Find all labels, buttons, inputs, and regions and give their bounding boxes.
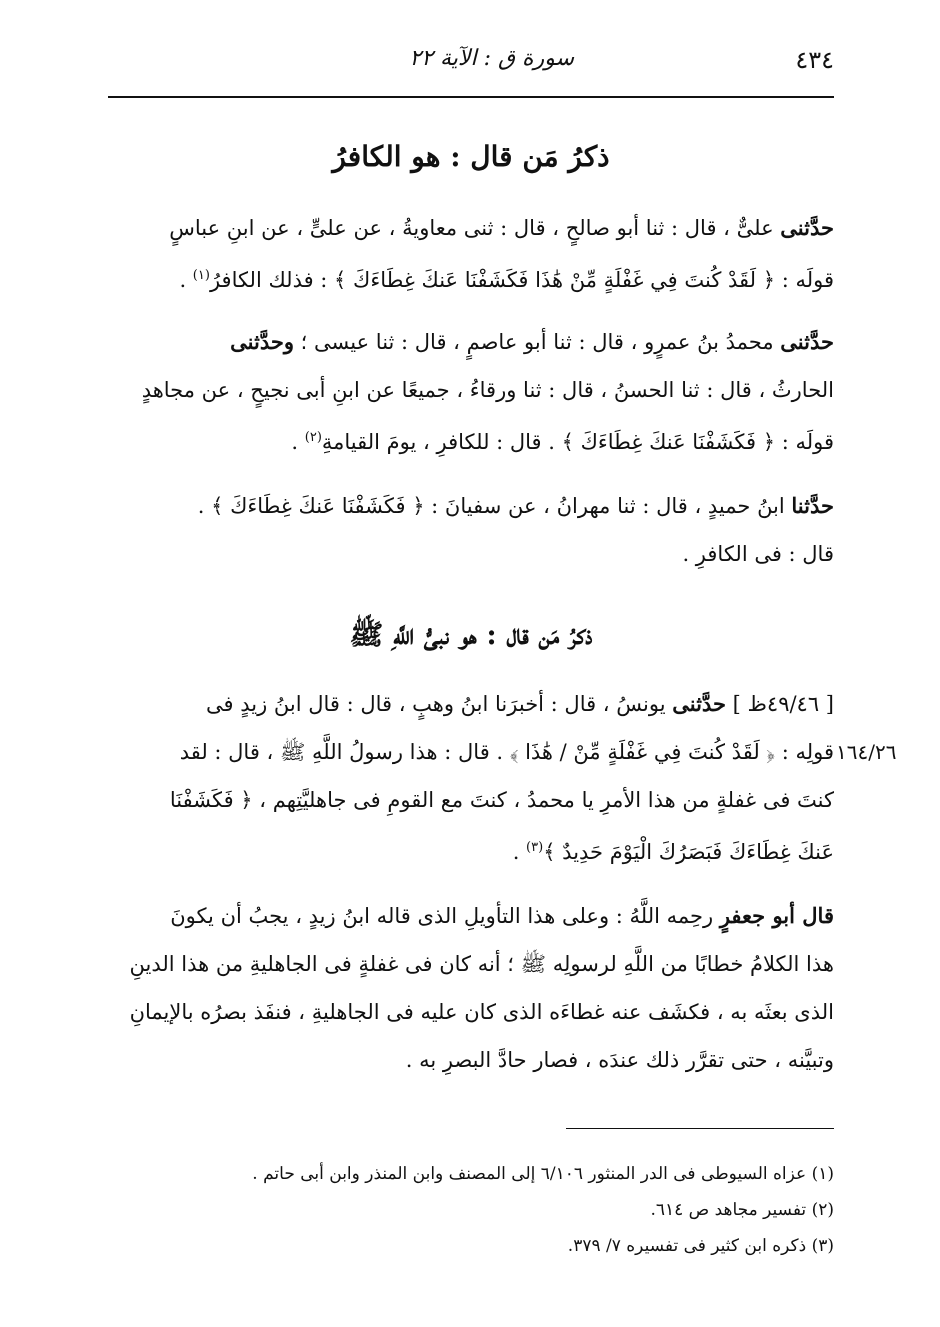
margin-volume-ref: ١٦٤/٢٦: [836, 740, 897, 764]
author-lead: قال أبو جعفرٍ: [719, 903, 834, 928]
paragraph-1: [108, 204, 834, 304]
section-title-1: ذكرُ مَن قال : هو الكافرُ: [332, 140, 610, 173]
footnote-3: (٣) ذكره ابن كثير فى تفسيره ٧/ ٣٧٩.: [567, 1236, 834, 1256]
paragraph-2: [108, 318, 834, 466]
paragraph-tail: .: [179, 268, 193, 292]
footnotes: [108, 1156, 834, 1264]
footnote-ref-2: (٢): [304, 430, 322, 445]
page-number: ٤٣٤: [795, 46, 834, 74]
paragraph-line: كنتَ فى غفلةٍ من هذا الأمرِ يا محمدُ ، كنتَ مع القومِ فى جاهليَّتِهم ، ﴿ فَكَشَفْنَا: [169, 788, 834, 812]
footnote-ref-3: (٣): [526, 840, 544, 855]
paragraph-line: وتبيَّنه ، حتى تقرَّر ذلك عندَه ، فصار حادَّ البصرِ به .: [405, 1048, 834, 1072]
paragraph-tail: .: [512, 840, 527, 864]
section-title-2: ذكرُ مَن قال : هو نبىُّ اللَّهِ ﷺ: [349, 618, 593, 651]
paragraph-3: [108, 482, 834, 578]
paragraph-line: قولِه : ﴿ لَقَدْ كُنتَ فِي غَفْلَةٍ مِّنْ / هَٰذَا ﴾ . قال : هذا رسولُ اللَّهِ ﷺ ، قال : لقد: [179, 740, 834, 764]
footnote-2: (٢) تفسير مجاهد ص ٦١٤.: [650, 1200, 834, 1220]
paragraph-line: قال : فى الكافرِ .: [682, 542, 834, 566]
narration-lead-2: وحدَّثنى: [230, 329, 294, 354]
footnote-rule: [566, 1128, 834, 1129]
page-header: [108, 38, 834, 88]
paragraph-tail: .: [291, 430, 305, 454]
running-title: سورة ق : الآية ٢٢: [409, 46, 574, 71]
paragraph-line: هذا الكلامُ خطابًا من اللَّهِ لرسولِه ﷺ ؛ أنه كان فى غفلةٍ فى الجاهليةِ من هذا الدينِ: [129, 952, 834, 976]
paragraph-line: علىٌّ ، قال : ثنا أبو صالحٍ ، قال : ثنى معاويةُ ، عن علىٍّ ، عن ابنِ عباسٍ: [169, 216, 781, 240]
paragraph-line: ابنُ حميدٍ ، قال : ثنا مهرانُ ، عن سفيانَ : ﴿ فَكَشَفْنَا عَنكَ غِطَاءَكَ ﴾ .: [197, 494, 792, 518]
header-rule: [108, 96, 834, 98]
paragraph-line: رحِمه اللَّهُ : وعلى هذا التأويلِ الذى قاله ابنُ زيدٍ ، يجبُ أن يكونَ: [170, 904, 720, 928]
narration-lead: حدَّثنا: [791, 493, 834, 518]
paragraph-line: قولَه : ﴿ فَكَشَفْنَا عَنكَ غِطَاءَكَ ﴾ . قال : للكافرِ ، يومَ القيامةِ: [321, 430, 834, 454]
paragraph-line: الذى بعثَه به ، فكشَف عنه غطاءَه الذى كان عليه فى الجاهليةِ ، فنفَذ بصرُه بالإيمانِ: [129, 1000, 834, 1024]
paragraph-line: يونسُ ، قال : أخبرَنا ابنُ وهبٍ ، قال : قال ابنُ زيدٍ فى: [205, 692, 673, 716]
narration-lead: حدَّثنى: [780, 215, 834, 240]
footnote-1: (١) عزاه السيوطى فى الدر المنثور ٦/١٠٦ إلى المصنف وابن المنذر وابن أبى حاتم .: [252, 1164, 834, 1184]
narration-lead: حدَّثنى: [672, 691, 726, 716]
paragraph-4: [108, 680, 834, 876]
paragraph-line: قولَه : ﴿ لَقَدْ كُنتَ فِي غَفْلَةٍ مِّنْ هَٰذَا فَكَشَفْنَا عَنكَ غِطَاءَكَ ﴾ : فذلك الكافرُ: [209, 268, 834, 292]
paragraph-line: عَنكَ غِطَاءَكَ فَبَصَرُكَ الْيَوْمَ حَدِيدٌ ﴾: [543, 840, 834, 864]
paragraph-line: محمدُ بنُ عمرٍو ، قال : ثنا أبو عاصمٍ ، قال : ثنا عيسى ؛: [293, 330, 781, 354]
paragraph-5: [108, 892, 834, 1084]
footnote-ref-1: (١): [192, 268, 210, 283]
paragraph-line: الحارثُ ، قال : ثنا الحسنُ ، قال : ثنا ورقاءُ ، جميعًا عن ابنِ أبى نجيحٍ ، عن مجاهدٍ: [141, 378, 834, 402]
manuscript-marker: [ ٤٩/٤٦ظ ]: [725, 692, 834, 716]
narration-lead: حدَّثنى: [780, 329, 834, 354]
